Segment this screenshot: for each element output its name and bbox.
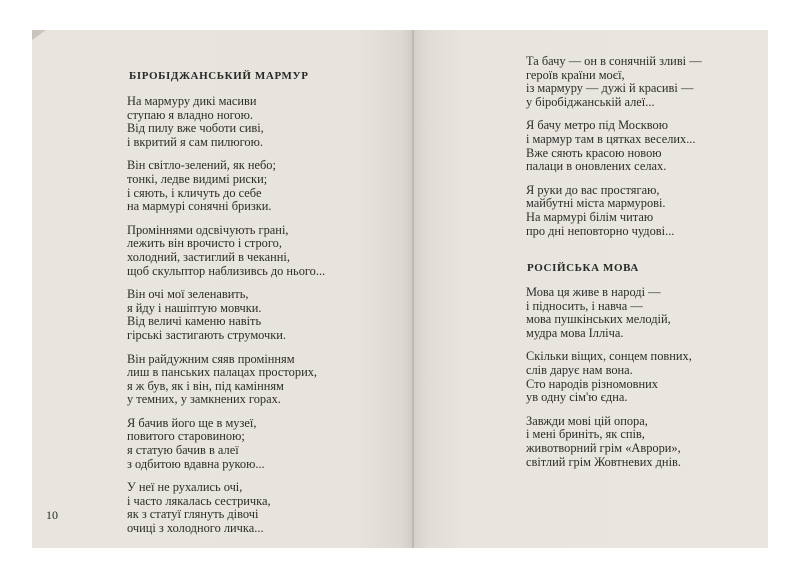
stanza [127,481,325,535]
poem-line: і мармур там в цятках веселих... [526,131,696,146]
page-number: 10 [46,508,58,522]
poem-title-russian-language: РОСІЙСЬКА МОВА [527,262,639,274]
poem-line: у біробіджанській алеї... [526,94,655,109]
poem-line: Він очі мої зеленавить, [127,287,249,302]
poem-line: Проміннями одсвічують грані, [127,222,289,237]
stanza [127,417,325,471]
poem-line: мова пушкінських мелодій, [526,312,671,327]
poem-line: На мармуру дикі масиви [127,94,257,108]
poem-line: про дні неповторно чудові... [526,223,675,238]
right-poem-body [526,286,692,479]
poem-line: палаци в оновлених селах. [526,159,667,174]
poem-line: і вкритий я сам пилюгою. [127,134,263,149]
stanza [127,288,325,342]
stanza [526,415,692,469]
poem-line: Я бачив його ще в музеї, [127,415,257,430]
poem-line: Вже сяють красою новою [526,145,662,160]
poem-line: Завжди мові цій опора, [526,413,648,428]
poem-line: щоб скульптор наблизивсь до нього... [127,263,326,278]
poem-line: ступаю я владно ногою. [127,107,253,122]
stanza [127,159,325,213]
poem-line: світлий грім Жовтневих днів. [526,454,681,469]
poem-line: лежить він врочисто і строго, [127,236,282,251]
poem-line: на мармурі сонячні бризки. [127,199,272,214]
poem-line: я ж був, як і він, під камінням [127,378,284,393]
poem-line: На мармурі білім читаю [526,209,654,224]
stanza [526,286,692,340]
poem-line: майбутні міста мармурові. [526,196,666,211]
stanza [526,184,702,238]
poem-line: я йду і нашіптую мовчки. [127,300,262,315]
poem-line: слів дарує нам вона. [526,362,633,377]
stanza [127,353,325,407]
stanza [127,224,325,278]
poem-line: повитого старовиною; [127,429,245,444]
poem-line: Мова ця живе в народі — [526,285,661,299]
book-spread [32,30,768,548]
poem-line: мудра мова Ілліча. [526,325,624,340]
poem-line: героїв країни моєї, [526,67,625,82]
poem-line: Сто народів різномовних [526,376,658,391]
poem-title-birobidzhan-marble: БІРОБІДЖАНСЬКИЙ МАРМУР [129,70,309,82]
poem-line: Він райдужним сяяв промінням [127,351,295,366]
book-gutter [412,30,414,548]
poem-line: із мармуру — дужі й красиві — [526,81,694,96]
poem-line: лиш в панських палацах просторих, [127,365,317,380]
stanza [526,119,702,173]
poem-line: У неї не рухались очі, [127,480,243,495]
stanza [127,95,325,149]
poem-line: Я руки до вас простягаю, [526,182,660,197]
poem-line: як з статуї глянуть дівочі [127,507,259,522]
poem-line: Від пилу вже чоботи сиві, [127,121,264,136]
poem-line: тонкі, ледве видимі риски; [127,171,268,186]
poem-line: я статую бачив в алеї [127,443,239,458]
poem-line: очиці з холодного личка... [127,521,264,536]
poem-line: Від величі каменю навіть [127,314,262,329]
poem-line: з одбитою вдавна рукою... [127,456,265,471]
stanza [526,350,692,404]
poem-line: і часто лякалась сестричка, [127,493,271,508]
poem-line: животворний грім «Аврори», [526,440,681,455]
right-poem-continuation [526,55,702,248]
poem-line: Та бачу — он в сонячній зливі — [526,54,702,68]
poem-line: у темних, у замкнених горах. [127,392,281,407]
poem-line: Він світло-зелений, як небо; [127,158,276,173]
poem-line: і сяють, і кличуть до себе [127,185,262,200]
poem-line: гірські застигають струмочки. [127,327,287,342]
poem-line: Скільки віщих, сонцем повних, [526,349,692,364]
poem-line: холодний, застиглий в чеканні, [127,249,290,264]
poem-line: ув одну сім'ю єдна. [526,390,628,405]
stanza [526,55,702,109]
poem-line: Я бачу метро під Москвою [526,118,669,133]
left-poem-body [127,95,325,546]
poem-line: і підносить, і навча — [526,298,643,313]
folded-corner [32,30,46,40]
poem-line: і мені бриніть, як спів, [526,427,645,442]
